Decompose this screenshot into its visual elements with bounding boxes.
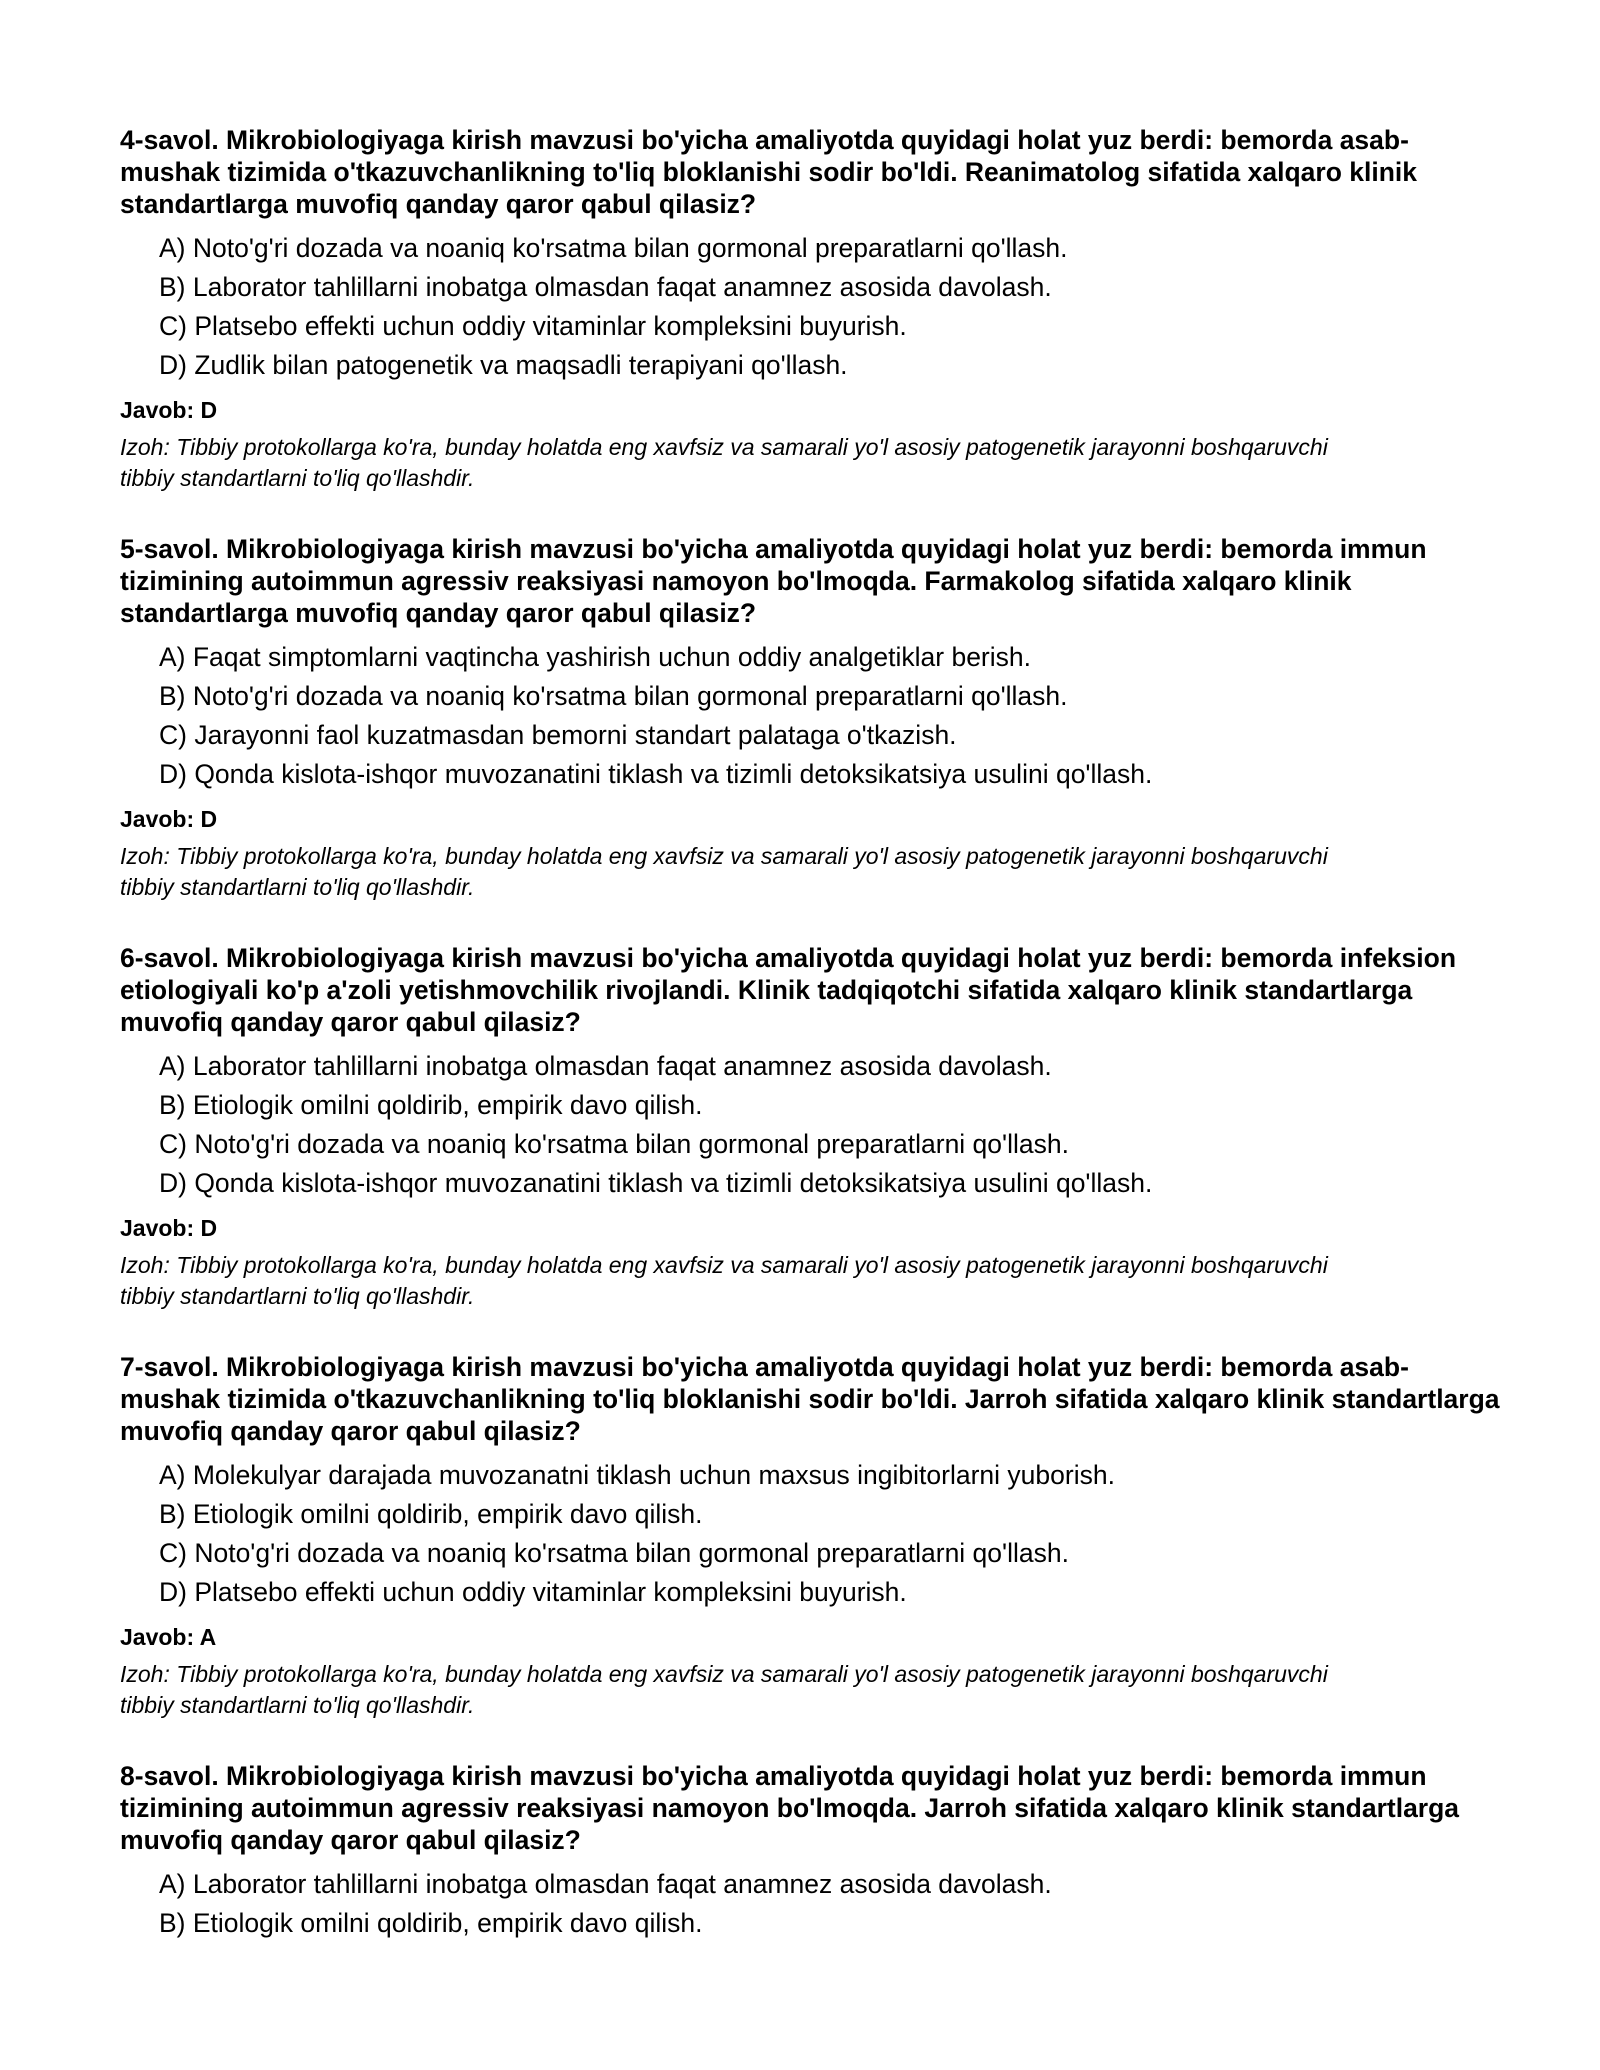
- option-c: C) Noto'g'ri dozada va noaniq ko'rsatma bilan gormonal preparatlarni qo'llash.: [159, 1538, 1069, 1568]
- question-title: 6-savol. Mikrobiologiyaga kirish mavzusi bo'yicha amaliyotda quyidagi holat yuz berdi: bemorda infeksion etiologiyali ko'p a'zoli yetishmovchilik rivojlandi. Klinik tadqiqotchi sifatida xalqaro klinik standartlarga muvofiq qanday qaror qabul qilasiz?: [120, 943, 1457, 1037]
- option-a: A) Faqat simptomlarni vaqtincha yashirish uchun oddiy analgetiklar berish.: [159, 642, 1031, 672]
- option-a: A) Laborator tahlillarni inobatga olmasdan faqat anamnez asosida davolash.: [159, 1051, 1052, 1081]
- option-list: [120, 1047, 1500, 1203]
- explanation-note: Izoh: Tibbiy protokollarga ko'ra, bunday holatda eng xavfsiz va samarali yo'l asosiy patogenetik jarayonni boshqaruvchi tibbiy standartlarni to'liq qo'llashdir.: [120, 434, 1328, 491]
- question-title: 7-savol. Mikrobiologiyaga kirish mavzusi bo'yicha amaliyotda quyidagi holat yuz berdi: bemorda asab-mushak tizimida o'tkazuvchanlikning to'liq bloklanishi sodir bo'ldi. Jarroh sifatida xalqaro klinik standartlarga muvofiq qanday qaror qabul qilasiz?: [120, 1352, 1500, 1446]
- option-a: A) Molekulyar darajada muvozanatni tiklash uchun maxsus ingibitorlarni yuborish.: [159, 1460, 1115, 1490]
- answer-label: Javob: A: [120, 1624, 217, 1650]
- question-6: [120, 942, 1500, 1312]
- option-c: C) Platsebo effekti uchun oddiy vitaminlar kompleksini buyurish.: [159, 311, 907, 341]
- option-a: A) Laborator tahlillarni inobatga olmasdan faqat anamnez asosida davolash.: [159, 1869, 1052, 1899]
- question-4: [120, 124, 1500, 494]
- option-b: B) Laborator tahlillarni inobatga olmasdan faqat anamnez asosida davolash.: [159, 272, 1052, 302]
- question-8: [120, 1760, 1500, 1943]
- option-b: B) Etiologik omilni qoldirib, empirik davo qilish.: [159, 1499, 703, 1529]
- answer-label: Javob: D: [120, 1215, 218, 1241]
- question-title: 8-savol. Mikrobiologiyaga kirish mavzusi bo'yicha amaliyotda quyidagi holat yuz berdi: bemorda immun tizimining autoimmun agressiv reaksiyasi namoyon bo'lmoqda. Jarroh sifatida xalqaro klinik standartlarga muvofiq qanday qaror qabul qilasiz?: [120, 1761, 1460, 1855]
- option-c: C) Jarayonni faol kuzatmasdan bemorni standart palataga o'tkazish.: [159, 720, 957, 750]
- explanation-note: Izoh: Tibbiy protokollarga ko'ra, bunday holatda eng xavfsiz va samarali yo'l asosiy patogenetik jarayonni boshqaruvchi tibbiy standartlarni to'liq qo'llashdir.: [120, 1252, 1328, 1309]
- option-d: D) Qonda kislota-ishqor muvozanatini tiklash va tizimli detoksikatsiya usulini qo'llash.: [159, 1168, 1153, 1198]
- question-title: 5-savol. Mikrobiologiyaga kirish mavzusi bo'yicha amaliyotda quyidagi holat yuz berdi: bemorda immun tizimining autoimmun agressiv reaksiyasi namoyon bo'lmoqda. Farmakolog sifatida xalqaro klinik standartlarga muvofiq qanday qaror qabul qilasiz?: [120, 534, 1427, 628]
- option-d: D) Qonda kislota-ishqor muvozanatini tiklash va tizimli detoksikatsiya usulini qo'llash.: [159, 759, 1153, 789]
- explanation-note: Izoh: Tibbiy protokollarga ko'ra, bunday holatda eng xavfsiz va samarali yo'l asosiy patogenetik jarayonni boshqaruvchi tibbiy standartlarni to'liq qo'llashdir.: [120, 843, 1328, 900]
- option-d: D) Platsebo effekti uchun oddiy vitaminlar kompleksini buyurish.: [159, 1577, 907, 1607]
- option-list: [120, 1456, 1500, 1612]
- option-b: B) Etiologik omilni qoldirib, empirik davo qilish.: [159, 1090, 703, 1120]
- option-list: [120, 638, 1500, 794]
- explanation-note: Izoh: Tibbiy protokollarga ko'ra, bunday holatda eng xavfsiz va samarali yo'l asosiy patogenetik jarayonni boshqaruvchi tibbiy standartlarni to'liq qo'llashdir.: [120, 1661, 1328, 1718]
- option-c: C) Noto'g'ri dozada va noaniq ko'rsatma bilan gormonal preparatlarni qo'llash.: [159, 1129, 1069, 1159]
- option-d: D) Zudlik bilan patogenetik va maqsadli terapiyani qo'llash.: [159, 350, 848, 380]
- option-a: A) Noto'g'ri dozada va noaniq ko'rsatma bilan gormonal preparatlarni qo'llash.: [159, 233, 1068, 263]
- answer-label: Javob: D: [120, 397, 218, 423]
- question-7: [120, 1351, 1500, 1721]
- option-list: [120, 1865, 1500, 1943]
- option-b: B) Etiologik omilni qoldirib, empirik davo qilish.: [159, 1908, 703, 1938]
- question-title: 4-savol. Mikrobiologiyaga kirish mavzusi bo'yicha amaliyotda quyidagi holat yuz berdi: bemorda asab-mushak tizimida o'tkazuvchanlikning to'liq bloklanishi sodir bo'ldi. Reanimatolog sifatida xalqaro klinik standartlarga muvofiq qanday qaror qabul qilasiz?: [120, 125, 1418, 219]
- question-5: [120, 533, 1500, 903]
- option-list: [120, 229, 1500, 385]
- option-b: B) Noto'g'ri dozada va noaniq ko'rsatma bilan gormonal preparatlarni qo'llash.: [159, 681, 1068, 711]
- answer-label: Javob: D: [120, 806, 218, 832]
